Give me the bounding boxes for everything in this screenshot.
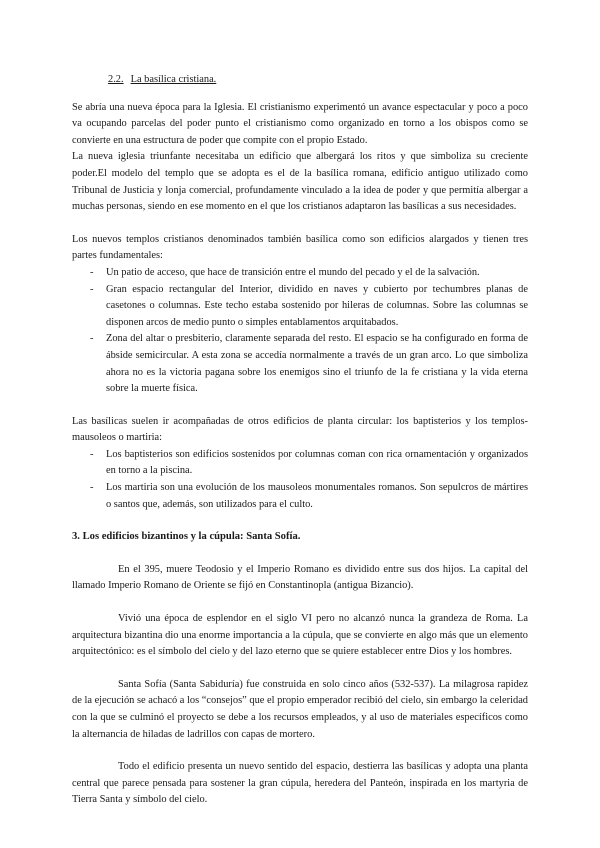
paragraph-space: Todo el edificio presenta un nuevo sentido del espacio, destierra las basílicas y adopta una planta central que parece pensada para sostener la gran cúpula, heredera del Panteón, inspirada en los martyria de Tierra Santa y símbolo del cielo.	[72, 761, 528, 806]
section-title-text: La basílica cristiana.	[130, 74, 217, 85]
paragraph-three-parts: Los nuevos templos cristianos denominados también basílica como son edificios alargados y tienen tres partes fundamentales:	[72, 233, 528, 262]
section-number: 2.2.	[108, 74, 124, 85]
list-item: - Los baptisterios son edificios sostenidos por columnas coman con rica ornamentación y organizados en torno a la piscina.	[90, 448, 528, 477]
section-heading-2-2	[108, 72, 528, 89]
dash-bullet: -	[90, 482, 94, 494]
dash-bullet: -	[90, 266, 94, 278]
dash-bullet: -	[90, 333, 94, 345]
list-item: - Gran espacio rectangular del Interior, dividido en naves y cubierto por techumbres planas de casetones o columnas. Este techo estaba sostenido por hileras de columnas. Sobre las columnas se disponen arcos de medio punto o simples entablamentos arquitabados.	[90, 283, 528, 328]
paragraph-teodosio: En el 395, muere Teodosio y el Imperio Romano es dividido entre sus dos hijos. La capital del llamado Imperio Romano de Oriente se fijó en Constantinopla (antigua Bizancio).	[72, 563, 528, 592]
paragraph-intro: Se abría una nueva época para la Iglesia. El cristianismo experimentó un avance espectacular y poco a poco va ocupando parcelas del poder punto el cristianismo como organizado en torno a los obispos como se convierte en una estructura de poder que compite con el propio Estado.	[72, 101, 528, 146]
paragraph-circular-buildings: Las basílicas suelen ir acompañadas de otros edificios de planta circular: los baptisterios y los templos-mausoleos o martiria:	[72, 415, 528, 444]
list-item: - Zona del altar o presbiterio, claramente separada del resto. El espacio se ha configurado en forma de ábside semicircular. A esta zona se accedía normalmente a través de un gran arco. Lo que simboliza ahora no es la victoria pagana sobre los enemigos sino el triunfo de la fe cristiana y la vida eterna sobre la muerte física.	[90, 333, 528, 395]
dash-bullet: -	[90, 283, 94, 295]
dash-bullet: -	[90, 448, 94, 460]
list-basilica-parts	[72, 265, 528, 398]
section-heading-3: 3. Los edificios bizantinos y la cúpula: Santa Sofía.	[72, 531, 301, 543]
paragraph-new-church: La nueva iglesia triunfante necesitaba un edificio que albergará los ritos y que simboliza su creciente poder.El modelo del templo que se adopta es el de la basílica romana, edificio antiguo utilizado como Tribunal de Justicia y lonja comercial, profundamente vinculado a la idea de poder y que permitía albergar a muchas personas, siendo en ese momento en el que los cristianos adaptaron las basílicas a sus necesidades.	[72, 151, 528, 213]
list-item: - Un patio de acceso, que hace de transición entre el mundo del pecado y el de la salvación.	[72, 265, 528, 282]
document-page	[72, 72, 528, 809]
paragraph-splendor: Vivió una época de esplendor en el siglo VI pero no alcanzó nunca la grandeza de Roma. La arquitectura bizantina dio una enorme importancia a la cúpula, que se convierte en algo más que un elemento arquitectónico: es el símbolo del cielo y del lazo eterno que se quiere establecer entre Dios y los hombres.	[72, 613, 528, 658]
paragraph-santa-sofia: Santa Sofía (Santa Sabiduría) fue construida en solo cinco años (532-537). La milagrosa rapidez de la ejecución se achacó a los “consejos” que el propio emperador recibió del cielo, sin embargo la celeridad con la que se culminó el proyecto se debe a los recursos empleados, y al uso de materiales específicos como la alternancia de hiladas de ladrillos con capas de mortero.	[72, 678, 528, 740]
list-circular-buildings	[72, 447, 528, 513]
list-item: - Los martiria son una evolución de los mausoleos monumentales romanos. Son sepulcros de mártires o santos que, además, son utilizados para el culto.	[90, 482, 528, 510]
